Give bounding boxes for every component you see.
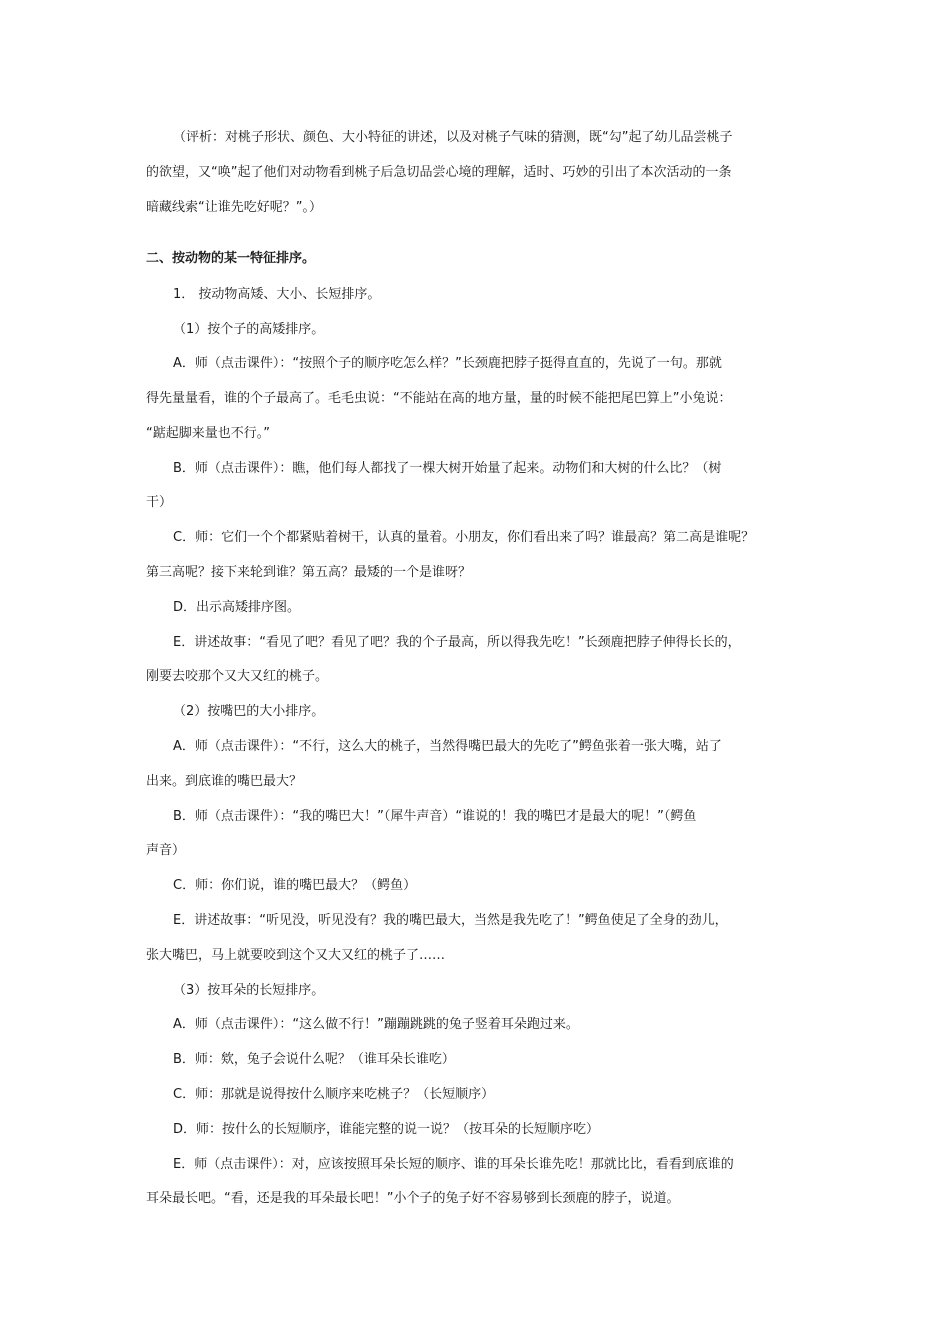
paragraph-line: 刚要去咬那个又大又红的桃子。 [146, 669, 329, 684]
paragraph-line: E．师（点击课件）：对，应该按照耳朵长短的顺序、谁的耳朵长谁先吃！那就比比，看看到底谁的 [173, 1157, 734, 1172]
paragraph-line: D．出示高矮排序图。 [173, 600, 301, 615]
paragraph-line: （评析：对桃子形状、颜色、大小特征的讲述，以及对桃子气味的猜测，既“勾”起了幼儿品尝桃子 [173, 130, 733, 145]
paragraph-line: D．师：按什么的长短顺序，谁能完整的说一说？（按耳朵的长短顺序吃） [173, 1122, 600, 1137]
paragraph-line: 出来。到底谁的嘴巴最大？ [146, 774, 303, 789]
paragraph-line: C．师：它们一个个都紧贴着树干，认真的量着。小朋友，你们看出来了吗？谁最高？第二高是谁呢？ [173, 530, 755, 545]
paragraph-line: A．师（点击课件）：“这么做不行！”蹦蹦跳跳的兔子竖着耳朵跑过来。 [173, 1017, 579, 1032]
paragraph-line: 第三高呢？接下来轮到谁？第五高？最矮的一个是谁呀？ [146, 565, 472, 580]
paragraph-line: A．师（点击课件）：“按照个子的顺序吃怎么样？”长颈鹿把脖子挺得直直的，先说了一句。那就 [173, 356, 722, 371]
paragraph-line: 暗藏线索“让谁先吃好呢？”。） [146, 200, 322, 215]
paragraph-line: 干） [146, 495, 173, 510]
sub-item-heading: （3）按耳朵的长短排序。 [173, 983, 325, 998]
paragraph-line: C．师：你们说，谁的嘴巴最大？（鳄鱼） [173, 878, 417, 893]
sub-item-heading: （1）按个子的高矮排序。 [173, 322, 325, 337]
section-heading: 二、按动物的某一特征排序。 [146, 251, 316, 266]
sub-item-heading: （2）按嘴巴的大小排序。 [173, 704, 325, 719]
paragraph-line: 的欲望，又“唤”起了他们对动物看到桃子后急切品尝心境的理解，适时、巧妙的引出了本次活动的一条 [146, 165, 732, 180]
paragraph-line: E．讲述故事：“看见了吧？看见了吧？我的个子最高，所以得我先吃！”长颈鹿把脖子伸得长长的， [173, 635, 741, 650]
subsection-heading: 1． 按动物高矮、大小、长短排序。 [173, 287, 381, 302]
paragraph-line: E．讲述故事：“听见没，听见没有？我的嘴巴最大，当然是我先吃了！”鳄鱼使足了全身的劲儿， [173, 913, 728, 928]
paragraph-line: “踮起脚来量也不行。” [146, 426, 270, 441]
paragraph-line: 声音） [146, 843, 186, 858]
paragraph-line: C．师：那就是说得按什么顺序来吃桃子？（长短顺序） [173, 1087, 495, 1102]
paragraph-line: B．师（点击课件）：瞧，他们每人都找了一棵大树开始量了起来。动物们和大树的什么比？（树 [173, 461, 722, 476]
paragraph-line: B．师：欸，兔子会说什么呢？（谁耳朵长谁吃） [173, 1052, 455, 1067]
paragraph-line: B．师（点击课件）：“我的嘴巴大！”（犀牛声音）“谁说的！我的嘴巴才是最大的呢！”（鳄鱼 [173, 809, 697, 824]
paragraph-line: 得先量量看，谁的个子最高了。毛毛虫说：“不能站在高的地方量，量的时候不能把尾巴算上”小兔说： [146, 391, 732, 406]
paragraph-line: 张大嘴巴，马上就要咬到这个又大又红的桃子了…… [146, 948, 446, 963]
paragraph-line: A．师（点击课件）：“不行，这么大的桃子，当然得嘴巴最大的先吃了”鳄鱼张着一张大嘴，站了 [173, 739, 722, 754]
paragraph-line: 耳朵最长吧。“看，还是我的耳朵最长吧！”小个子的兔子好不容易够到长颈鹿的脖子，说道。 [146, 1191, 680, 1206]
